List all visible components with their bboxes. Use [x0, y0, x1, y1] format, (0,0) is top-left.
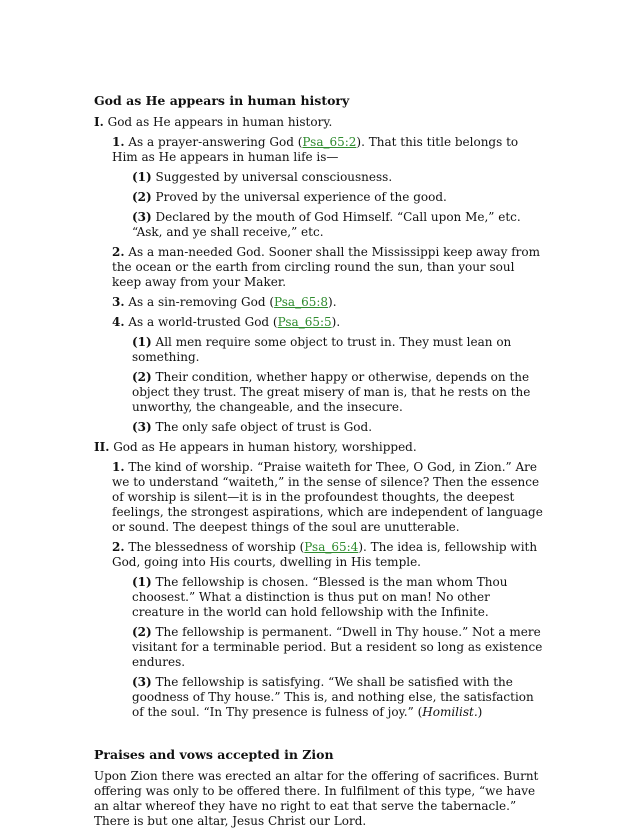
section-heading: God as He appears in human history: [94, 93, 350, 108]
item-number: (1): [132, 170, 152, 184]
item-text: The kind of worship. “Praise waiteth for Thee, O God, in Zion.” Are we to understand “waiteth,” in the sense of silence? Then the essence of worship is silent—it is in the profoundest thoughts, the deepest feelings, the strongest aspirations, which are independent of language or sound. The deepest things of the soul are unutterable.: [112, 460, 543, 534]
item-text: ).: [331, 315, 341, 329]
item-text: ). That this title belongs to Him as He appears in human life is—: [112, 135, 519, 164]
outline-item: [94, 335, 544, 365]
item-text: As a man-needed God. Sooner shall the Mississippi keep away from the ocean or the earth from circling round the sun, than your soul keep away from your Maker.: [112, 245, 541, 289]
item-number: 4.: [112, 315, 125, 329]
item-text: God as He appears in human history.: [103, 115, 333, 129]
item-number: (1): [132, 575, 152, 589]
item-number: (2): [132, 370, 152, 384]
outline-item: [94, 575, 544, 620]
item-text: The fellowship is permanent. “Dwell in Thy house.” Not a mere visitant for a terminable period. But a resident so long as existence endures.: [132, 625, 543, 669]
scripture-link[interactable]: Psa_65:4: [304, 540, 359, 554]
item-text: The fellowship is chosen. “Blessed is the man whom Thou choosest.” What a distinction is thus put on man! No other creature in the world can hold fellowship with the Infinite.: [132, 575, 508, 619]
item-text: As a prayer-answering God (: [124, 135, 303, 149]
item-text: ).: [328, 295, 337, 309]
outline-item: [94, 245, 544, 290]
outline-item: [94, 675, 544, 720]
outline-item: [94, 135, 544, 165]
item-text: ). The idea is, fellowship with God, going into His courts, dwelling in His temple.: [112, 540, 538, 569]
scripture-link[interactable]: Psa_65:2: [302, 135, 357, 149]
item-text: The blessedness of worship (: [124, 540, 305, 554]
item-number: (1): [132, 335, 152, 349]
item-number: II.: [94, 440, 110, 454]
outline-item: [94, 115, 544, 130]
item-number: (3): [132, 420, 152, 434]
section-spacer: [94, 725, 544, 747]
outline-item: [94, 170, 544, 185]
item-number: (3): [132, 210, 152, 224]
outline-item: [94, 210, 544, 240]
item-number: I.: [94, 115, 104, 129]
outline-item: [94, 295, 544, 310]
item-text: Proved by the universal experience of the good.: [151, 190, 447, 204]
item-text: Suggested by universal consciousness.: [151, 170, 393, 184]
item-number: 2.: [112, 245, 125, 259]
source-citation: Homilist.: [422, 705, 478, 719]
outline-item: [94, 420, 544, 435]
item-text: All men require some object to trust in. They must lean on something.: [132, 335, 512, 364]
outline-item: [94, 460, 544, 535]
scripture-link[interactable]: Psa_65:5: [277, 315, 332, 329]
item-number: 3.: [112, 295, 125, 309]
item-number: 1.: [112, 460, 125, 474]
outline-item: [94, 625, 544, 670]
scripture-link[interactable]: Psa_65:8: [274, 295, 329, 309]
item-text: Their condition, whether happy or otherwise, depends on the object they trust. The great misery of man is, that he rests on the unworthy, the changeable, and the insecure.: [132, 370, 531, 414]
section-heading: Praises and vows accepted in Zion: [94, 747, 334, 762]
document-page: [94, 93, 544, 834]
item-number: 1.: [112, 135, 125, 149]
item-text: The only safe object of trust is God.: [151, 420, 373, 434]
outline-item: [94, 540, 544, 570]
outline-item: [94, 440, 544, 455]
item-number: (2): [132, 190, 152, 204]
item-text: As a sin-removing God (: [124, 295, 275, 309]
outline-item: [94, 190, 544, 205]
item-number: (2): [132, 625, 152, 639]
body-paragraph: Upon Zion there was erected an altar for the offering of sacrifices. Burnt offering was only to be offered there. In fulfilment of this type, “we have an altar whereof they have no right to eat that serve the tabernacle.” There is but one altar, Jesus Christ our Lord.: [94, 769, 539, 828]
item-text: ): [477, 705, 483, 719]
item-text: The fellowship is satisfying. “We shall be satisfied with the goodness of Thy house.” This is, and nothing else, the satisfaction of the soul. “In Thy presence is fulness of joy.” (: [132, 675, 534, 719]
item-number: (3): [132, 675, 152, 689]
item-text: God as He appears in human history, worshipped.: [109, 440, 417, 454]
item-text: Declared by the mouth of God Himself. “Call upon Me,” etc. “Ask, and ye shall receive,” etc.: [132, 210, 521, 239]
outline-item: [94, 370, 544, 415]
item-text: As a world-trusted God (: [124, 315, 278, 329]
outline-item: [94, 315, 544, 330]
item-number: 2.: [112, 540, 125, 554]
